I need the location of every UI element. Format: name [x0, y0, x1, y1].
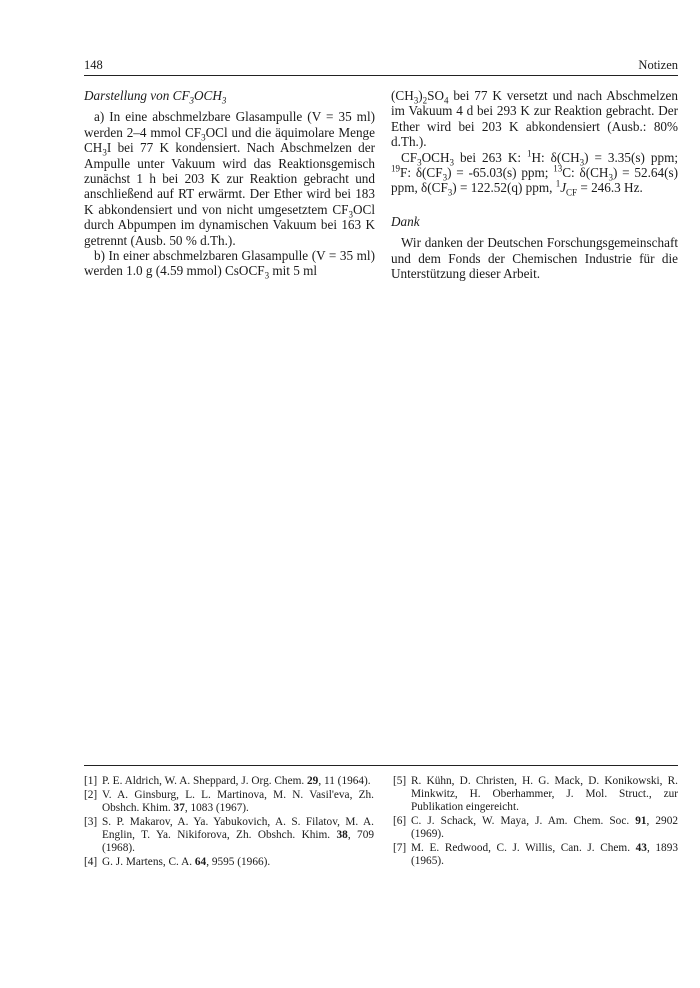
references-left [84, 775, 374, 870]
paragraph-a: a) In eine abschmelzbare Glasampulle (V = 35 ml) werden 2–4 mmol $CF_3OCl$ und die äquimolare Menge $CH_3I$ bei 77 K kondensiert. Nach Abschmelzen der Ampulle unter Vakuum wird das Reaktionsgemisch zunächst 1 h bei 203 K zur Reaktion gebracht und anschließend auf RT erwärmt. Der Ether wird bei 183 K abkondensiert und von nicht umgesetztem $CF_3OCl$ durch Abpumpen im dynamischen Vakuum bei 163 K getrennt (Ausb. 50 % d.Th.). [84, 109, 375, 248]
reference-item: [6] C. J. Schack, W. Maya, J. Am. Chem. Soc. 91, 2902 (1969). [393, 815, 678, 840]
reference-item: [1] P. E. Aldrich, W. A. Sheppard, J. Org. Chem. 29, 11 (1964). [84, 775, 371, 787]
page-header [84, 58, 678, 76]
paragraph-b: b) In einer abschmelzbaren Glasampulle (V = 35 ml) werden 1.0 g (4.59 mmol) CsOCF$_3$ mit 5 ml [84, 248, 375, 282]
header-rule [84, 75, 678, 76]
reference-item: [2] V. A. Ginsburg, L. L. Martinova, M. N. Vasil'eva, Zh. Obshch. Khim. 37, 1083 (1967). [84, 789, 374, 814]
dank-paragraph: Wir danken der Deutschen Forschungsgemeinschaft und dem Fonds der Chemischen Industrie für die Unterstützung dieser Arbeit. [391, 235, 678, 282]
reference-item: [4] G. J. Martens, C. A. 64, 9595 (1966). [84, 856, 271, 868]
section-heading: Darstellung von $CF_3OCH_3$ [84, 88, 227, 106]
nmr-data: $CF_3OCH_3$ bei 263 K: $^1$H: $\delta(CH_3) = 3.35(s)$ ppm; $^{19}$F: $\delta(CF_3) = -65.03(s)$ ppm; $^{13}$C: $\delta(CH_3) = 52.64(s)$ ppm, $\delta(CF_3) = 122.52(q)$ ppm, $^1J_{CF} = 246.3$ Hz. [391, 148, 679, 199]
left-column [84, 88, 375, 282]
references-right [393, 775, 678, 869]
right-column [391, 88, 678, 281]
paragraph-b-continued: $(CH_3)_2SO_4$ bei 77 K versetzt und nach Abschmelzen im Vakuum 4 d bei 293 K zur Reaktion gebracht. Der Ether wird bei 203 K abkondensiert (Ausb.: 80% d.Th.). [391, 88, 678, 150]
page-number: 148 [84, 58, 103, 72]
reference-item: [5] R. Kühn, D. Christen, H. G. Mack, D. Konikowski, R. Minkwitz, H. Oberhammer, J. Mol. Struct., zur Publikation eingereicht. [393, 775, 678, 813]
dank-heading: Dank [391, 213, 420, 229]
reference-item: [7] M. E. Redwood, C. J. Willis, Can. J. Chem. 43, 1893 (1965). [393, 842, 678, 867]
references-rule [84, 765, 678, 766]
section-title: Notizen [638, 58, 678, 72]
reference-item: [3] S. P. Makarov, A. Ya. Yabukovich, A. S. Filatov, M. A. Englin, T. Ya. Nikiforova, Zh. Obshch. Khim. 38, 709 (1968). [84, 816, 374, 854]
